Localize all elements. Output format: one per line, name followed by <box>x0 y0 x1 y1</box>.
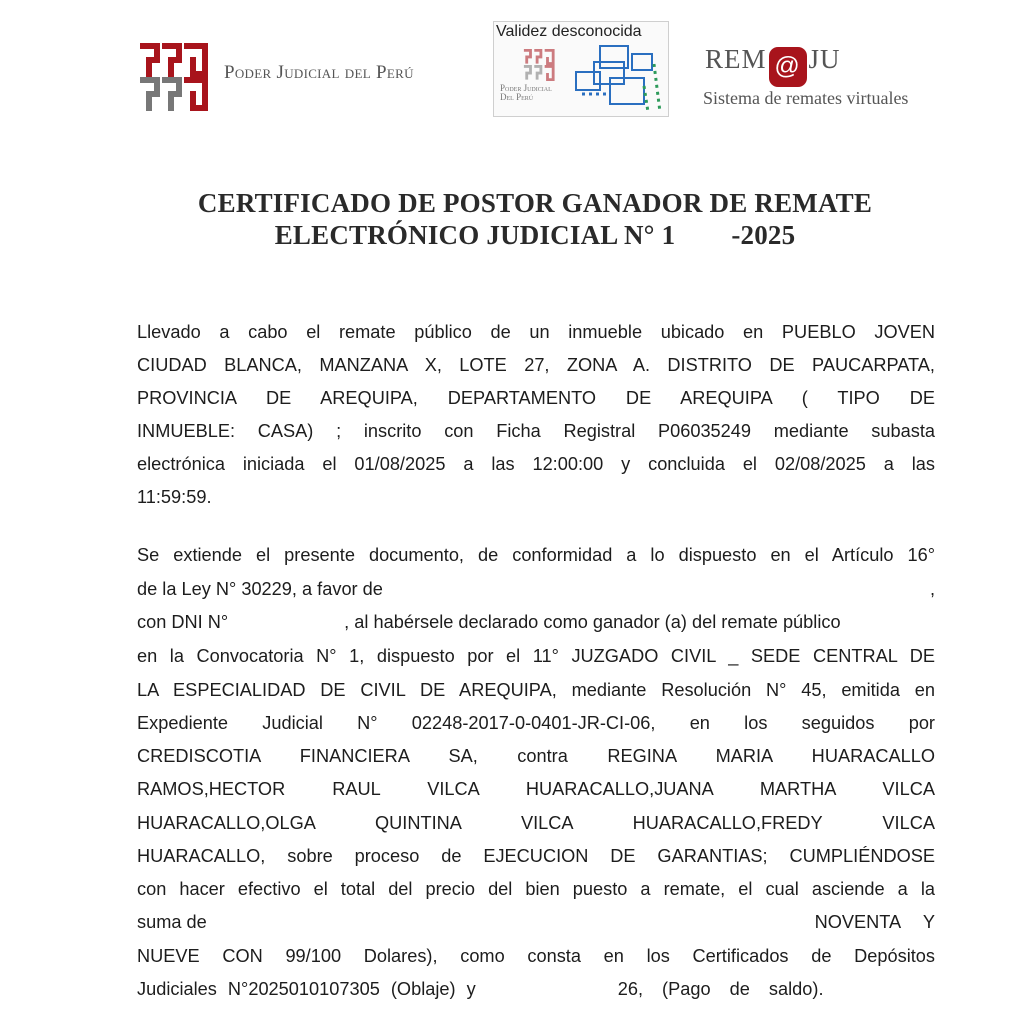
remaju-subtitle: Sistema de remates virtuales <box>703 88 909 108</box>
digital-signature-icon <box>572 42 666 116</box>
paragraph1-line: electrónica iniciada el 01/08/2025 a las 12:00:00 y concluida el 02/08/2025 a las <box>137 454 935 474</box>
paragraph1-line: Llevado a cabo el remate público de un inmueble ubicado en PUEBLO JOVEN <box>137 322 935 342</box>
paragraph2-line: Expediente Judicial N° 02248-2017-0-0401-JR-CI-06, en los seguidos por <box>137 713 935 733</box>
paragraph1-line: 11:59:59. <box>137 487 212 507</box>
paragraph2-line: RAMOS,HECTOR RAUL VILCA HUARACALLO,JUANA MARTHA VILCA <box>137 779 935 799</box>
poder-judicial-logo <box>139 42 211 112</box>
stamp-logo-icon <box>522 48 556 82</box>
signature-validation-stamp[interactable] <box>493 21 669 117</box>
at-icon: @ <box>769 47 807 87</box>
certificate-title-line2: ELECTRÓNICO JUDICIAL N° 1 -2025 <box>274 220 796 250</box>
paragraph2-line: HUARACALLO,OLGA QUINTINA VILCA HUARACALLO,FREDY VILCA <box>137 813 935 833</box>
certificate-title-line1: CERTIFICADO DE POSTOR GANADOR DE REMATE <box>197 188 873 218</box>
paragraph2-line: Se extiende el presente documento, de conformidad a lo dispuesto en el Artículo 16° <box>137 545 935 565</box>
paragraph2-line: con DNI N° , al habérsele declarado como ganador (a) del remate público <box>137 612 841 632</box>
paragraph2-line: de la Ley N° 30229, a favor de , <box>137 579 935 599</box>
paragraph2-line: LA ESPECIALIDAD DE CIVIL DE AREQUIPA, mediante Resolución N° 45, emitida en <box>137 680 935 700</box>
paragraph2-line: en la Convocatoria N° 1, dispuesto por el 11° JUZGADO CIVIL _ SEDE CENTRAL DE <box>137 646 935 666</box>
paragraph2-line: HUARACALLO, sobre proceso de EJECUCION DE GARANTIAS; CUMPLIÉNDOSE <box>137 846 935 866</box>
paragraph2-line: con hacer efectivo el total del precio del bien puesto a remate, el cual asciende a la <box>137 879 935 899</box>
paragraph1-line: INMUEBLE: CASA) ; inscrito con Ficha Registral P06035249 mediante subasta <box>137 421 935 441</box>
validity-status: Validez desconocida <box>496 23 642 40</box>
remaju-logo: REM @ JU <box>705 44 841 87</box>
paragraph2-line: NUEVE CON 99/100 Dolares), como consta en los Certificados de Depósitos <box>137 946 935 966</box>
paragraph2-line: Judiciales N°2025010107305 (Oblaje) y 26, (Pago de saldo). <box>137 979 824 999</box>
paragraph1-line: PROVINCIA DE AREQUIPA, DEPARTAMENTO DE AREQUIPA ( TIPO DE <box>137 388 935 408</box>
paragraph2-line: suma de NOVENTA Y <box>137 912 935 932</box>
paragraph1-line: CIUDAD BLANCA, MANZANA X, LOTE 27, ZONA A. DISTRITO DE PAUCARPATA, <box>137 355 935 375</box>
paragraph2-line: CREDISCOTIA FINANCIERA SA, contra REGINA MARIA HUARACALLO <box>137 746 935 766</box>
stamp-institution: Poder Judicial Del Perú <box>500 83 552 102</box>
institution-name: Poder Judicial del Perú <box>224 62 414 83</box>
